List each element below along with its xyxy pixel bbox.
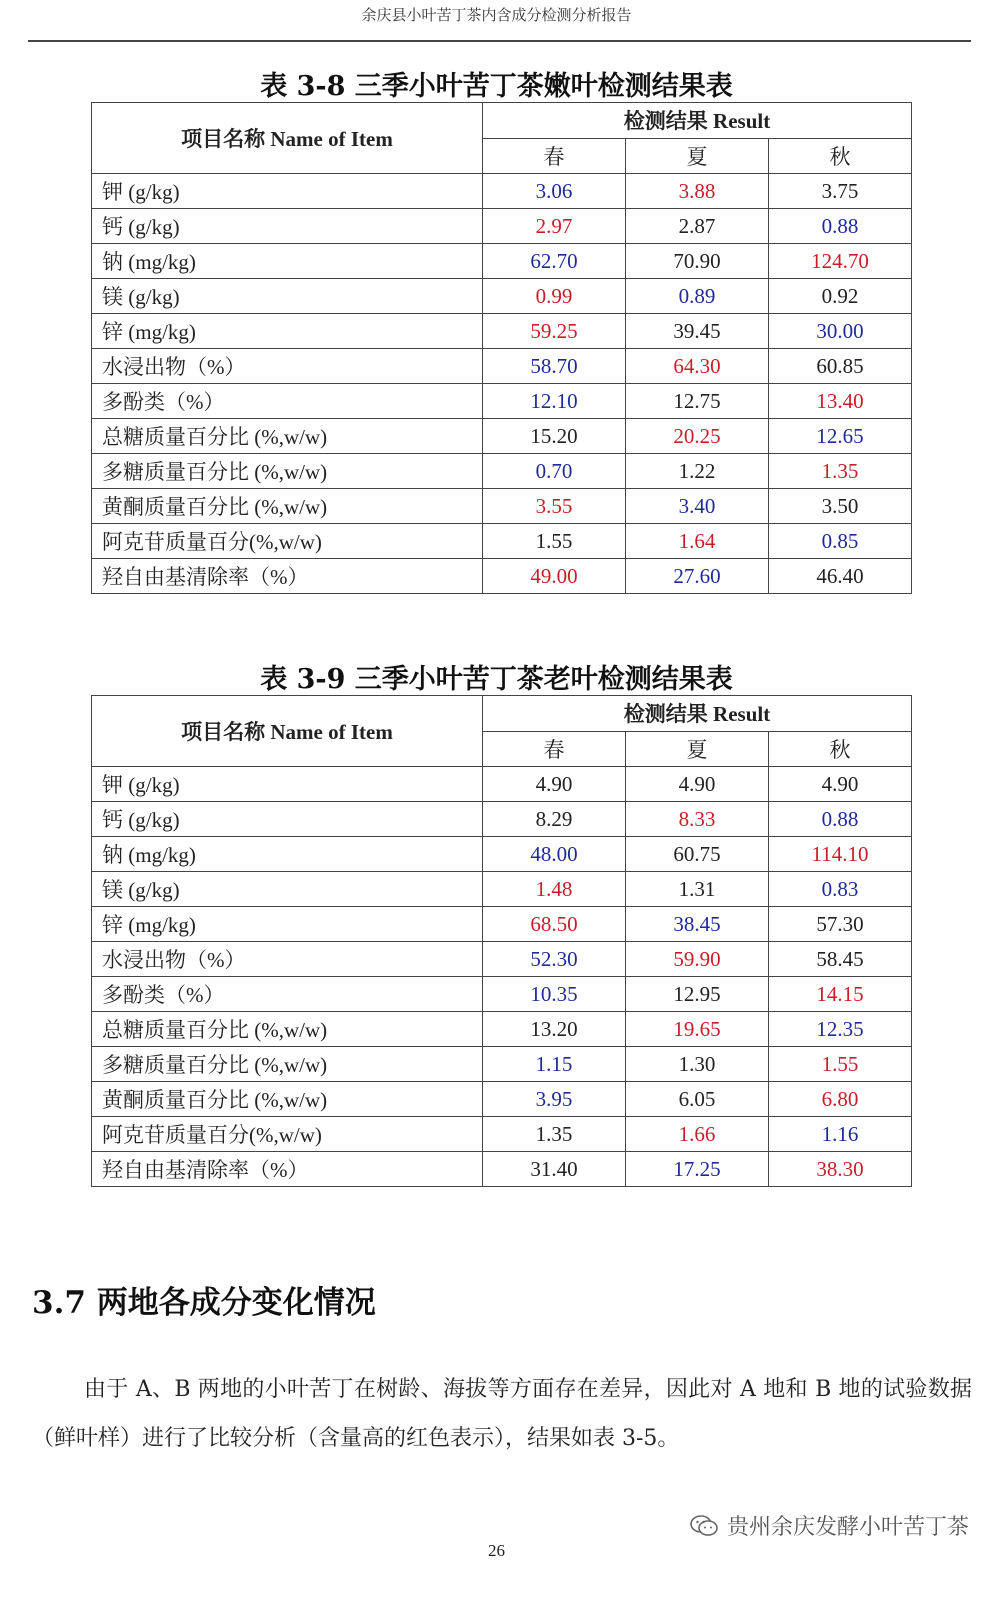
table-row — [92, 279, 912, 314]
value-cell-summer: 12.95 — [626, 977, 769, 1012]
table-row — [92, 244, 912, 279]
value-cell-summer: 8.33 — [626, 802, 769, 837]
table-caption-3-8: 表 3-8 三季小叶苦丁茶嫩叶检测结果表 — [260, 71, 733, 102]
item-name-cell: 钠 (mg/kg) — [92, 837, 483, 872]
item-column-header: 项目名称 Name of Item — [92, 696, 483, 767]
result-column-header: 检测结果 Result — [483, 696, 912, 732]
value-cell-autumn: 13.40 — [769, 384, 912, 419]
table-row — [92, 349, 912, 384]
watermark-text: 贵州余庆发酵小叶苦丁茶 — [726, 1515, 969, 1540]
item-name-cell: 水浸出物（%） — [92, 349, 483, 384]
value-cell-autumn: 57.30 — [769, 907, 912, 942]
value-cell-autumn: 14.15 — [769, 977, 912, 1012]
item-name-cell: 多酚类（%） — [92, 384, 483, 419]
item-name-cell: 黄酮质量百分比 (%,w/w) — [92, 489, 483, 524]
table-row — [92, 454, 912, 489]
table-row — [92, 384, 912, 419]
value-cell-spring: 4.90 — [483, 767, 626, 802]
value-cell-summer: 59.90 — [626, 942, 769, 977]
value-cell-spring: 1.15 — [483, 1047, 626, 1082]
item-name-cell: 钾 (g/kg) — [92, 767, 483, 802]
value-cell-summer: 1.30 — [626, 1047, 769, 1082]
running-header: 余庆县小叶苦丁茶内含成分检测分析报告 — [361, 6, 632, 24]
value-cell-summer: 12.75 — [626, 384, 769, 419]
table-body — [92, 767, 912, 1187]
season-header-autumn: 秋 — [769, 138, 912, 174]
season-header-spring: 春 — [483, 731, 626, 767]
table-row — [92, 524, 912, 559]
wechat-icon — [689, 1514, 719, 1538]
item-name-cell: 黄酮质量百分比 (%,w/w) — [92, 1082, 483, 1117]
value-cell-autumn: 58.45 — [769, 942, 912, 977]
value-cell-spring: 0.99 — [483, 279, 626, 314]
value-cell-spring: 59.25 — [483, 314, 626, 349]
table-row — [92, 314, 912, 349]
table-row — [92, 802, 912, 837]
table-row — [92, 1117, 912, 1152]
value-cell-autumn: 124.70 — [769, 244, 912, 279]
table-row — [92, 872, 912, 907]
section-title: 3.7 两地各成分变化情况 — [32, 1285, 376, 1321]
value-cell-spring: 13.20 — [483, 1012, 626, 1047]
season-header-autumn: 秋 — [769, 731, 912, 767]
value-cell-summer: 60.75 — [626, 837, 769, 872]
value-cell-summer: 1.22 — [626, 454, 769, 489]
item-name-cell: 锌 (mg/kg) — [92, 314, 483, 349]
value-cell-summer: 39.45 — [626, 314, 769, 349]
value-cell-spring: 3.06 — [483, 174, 626, 209]
value-cell-spring: 15.20 — [483, 419, 626, 454]
value-cell-summer: 1.31 — [626, 872, 769, 907]
value-cell-spring: 1.35 — [483, 1117, 626, 1152]
value-cell-autumn: 0.92 — [769, 279, 912, 314]
item-name-cell: 总糖质量百分比 (%,w/w) — [92, 1012, 483, 1047]
table-body — [92, 174, 912, 594]
item-name-cell: 多糖质量百分比 (%,w/w) — [92, 1047, 483, 1082]
value-cell-autumn: 3.50 — [769, 489, 912, 524]
value-cell-summer: 17.25 — [626, 1152, 769, 1187]
item-name-cell: 总糖质量百分比 (%,w/w) — [92, 419, 483, 454]
item-name-cell: 钾 (g/kg) — [92, 174, 483, 209]
item-name-cell: 钠 (mg/kg) — [92, 244, 483, 279]
season-header-summer: 夏 — [626, 731, 769, 767]
value-cell-spring: 58.70 — [483, 349, 626, 384]
value-cell-spring: 2.97 — [483, 209, 626, 244]
result-column-header: 检测结果 Result — [483, 103, 912, 139]
table-row — [92, 1152, 912, 1187]
value-cell-autumn: 0.85 — [769, 524, 912, 559]
table-row — [92, 942, 912, 977]
value-cell-summer: 64.30 — [626, 349, 769, 384]
season-header-spring: 春 — [483, 138, 626, 174]
value-cell-spring: 49.00 — [483, 559, 626, 594]
value-cell-autumn: 60.85 — [769, 349, 912, 384]
value-cell-summer: 4.90 — [626, 767, 769, 802]
item-name-cell: 多酚类（%） — [92, 977, 483, 1012]
value-cell-autumn: 1.16 — [769, 1117, 912, 1152]
value-cell-summer: 20.25 — [626, 419, 769, 454]
value-cell-autumn: 1.35 — [769, 454, 912, 489]
value-cell-autumn: 4.90 — [769, 767, 912, 802]
value-cell-spring: 1.55 — [483, 524, 626, 559]
value-cell-spring: 3.55 — [483, 489, 626, 524]
value-cell-autumn: 0.83 — [769, 872, 912, 907]
watermark — [689, 1510, 969, 1541]
value-cell-spring: 1.48 — [483, 872, 626, 907]
value-cell-summer: 0.89 — [626, 279, 769, 314]
table-row — [92, 977, 912, 1012]
item-name-cell: 镁 (g/kg) — [92, 872, 483, 907]
item-name-cell: 羟自由基清除率（%） — [92, 1152, 483, 1187]
value-cell-summer: 27.60 — [626, 559, 769, 594]
value-cell-summer: 3.40 — [626, 489, 769, 524]
table-caption-3-9: 表 3-9 三季小叶苦丁茶老叶检测结果表 — [260, 664, 733, 695]
results-table-old-leaves — [91, 695, 912, 1187]
value-cell-spring: 31.40 — [483, 1152, 626, 1187]
results-table-tender-leaves — [91, 102, 912, 594]
value-cell-autumn: 30.00 — [769, 314, 912, 349]
item-name-cell: 钙 (g/kg) — [92, 209, 483, 244]
item-column-header: 项目名称 Name of Item — [92, 103, 483, 174]
item-name-cell: 锌 (mg/kg) — [92, 907, 483, 942]
table-row — [92, 489, 912, 524]
value-cell-summer: 1.66 — [626, 1117, 769, 1152]
table-row — [92, 209, 912, 244]
table-row — [92, 1082, 912, 1117]
value-cell-summer: 70.90 — [626, 244, 769, 279]
value-cell-autumn: 3.75 — [769, 174, 912, 209]
value-cell-spring: 62.70 — [483, 244, 626, 279]
item-name-cell: 羟自由基清除率（%） — [92, 559, 483, 594]
value-cell-autumn: 1.55 — [769, 1047, 912, 1082]
value-cell-spring: 3.95 — [483, 1082, 626, 1117]
value-cell-autumn: 6.80 — [769, 1082, 912, 1117]
table-row — [92, 419, 912, 454]
value-cell-summer: 1.64 — [626, 524, 769, 559]
item-name-cell: 多糖质量百分比 (%,w/w) — [92, 454, 483, 489]
page-number: 26 — [488, 1541, 505, 1560]
value-cell-spring: 0.70 — [483, 454, 626, 489]
value-cell-spring: 8.29 — [483, 802, 626, 837]
value-cell-summer: 6.05 — [626, 1082, 769, 1117]
value-cell-spring: 48.00 — [483, 837, 626, 872]
value-cell-autumn: 0.88 — [769, 209, 912, 244]
value-cell-spring: 12.10 — [483, 384, 626, 419]
table-row — [92, 1047, 912, 1082]
value-cell-spring: 52.30 — [483, 942, 626, 977]
item-name-cell: 钙 (g/kg) — [92, 802, 483, 837]
value-cell-autumn: 12.35 — [769, 1012, 912, 1047]
value-cell-summer: 19.65 — [626, 1012, 769, 1047]
season-header-summer: 夏 — [626, 138, 769, 174]
header-rule — [28, 40, 971, 42]
value-cell-spring: 68.50 — [483, 907, 626, 942]
item-name-cell: 阿克苷质量百分(%,w/w) — [92, 524, 483, 559]
table-row — [92, 907, 912, 942]
item-name-cell: 镁 (g/kg) — [92, 279, 483, 314]
value-cell-summer: 2.87 — [626, 209, 769, 244]
table-row — [92, 559, 912, 594]
table-row — [92, 174, 912, 209]
value-cell-autumn: 38.30 — [769, 1152, 912, 1187]
value-cell-summer: 38.45 — [626, 907, 769, 942]
value-cell-autumn: 46.40 — [769, 559, 912, 594]
item-name-cell: 阿克苷质量百分(%,w/w) — [92, 1117, 483, 1152]
table-row — [92, 837, 912, 872]
value-cell-autumn: 114.10 — [769, 837, 912, 872]
value-cell-spring: 10.35 — [483, 977, 626, 1012]
table-row — [92, 767, 912, 802]
item-name-cell: 水浸出物（%） — [92, 942, 483, 977]
table-row — [92, 1012, 912, 1047]
body-paragraph: 由于 A、B 两地的小叶苦丁在树龄、海拔等方面存在差异，因此对 A 地和 B 地的试验数据（鲜叶样）进行了比较分析（含量高的红色表示），结果如表 3-5。 — [32, 1377, 972, 1451]
value-cell-autumn: 12.65 — [769, 419, 912, 454]
value-cell-summer: 3.88 — [626, 174, 769, 209]
value-cell-autumn: 0.88 — [769, 802, 912, 837]
